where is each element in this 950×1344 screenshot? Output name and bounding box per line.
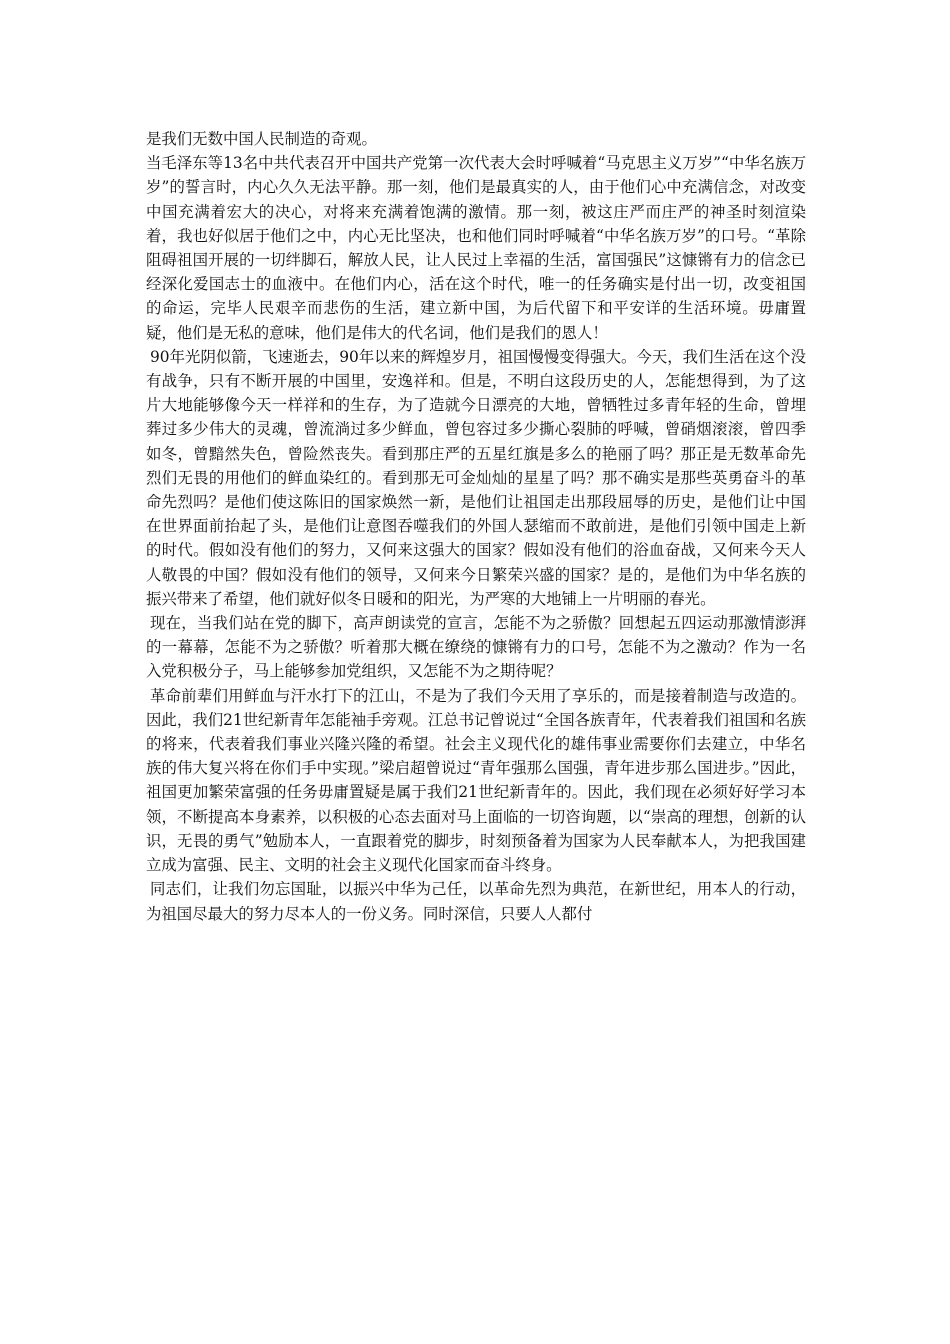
paragraph-2: 当毛泽东等13名中共代表召开中国共产党第一次代表大会时呼喊着“马克思主义万岁”“中华名族万岁”的誓言时，内心久久无法平静。那一刻，他们是最真实的人，由于他们心中充满信念，对改变中国充满着宏大的决心，对将来充满着饱满的激情。那一刻，被这庄严而庄严的神圣时刻渲染着，我也好似居于他们之中，内心无比坚决，也和他们同时呼喊着“中华名族万岁”的口号。“革除阻碍祖国开展的一切绊脚石，解放人民，让人民过上幸福的生活，富国强民”这慷锵有力的信念已经深化爱国志士的血液中。在他们内心，活在这个时代，唯一的任务确实是付出一切，改变祖国的命运，完毕人民艰辛而悲伤的生活，建立新中国，为后代留下和平安详的生活环境。毋庸置疑，他们是无私的意味，他们是伟大的代名词，他们是我们的恩人！: [146, 154, 806, 342]
paragraph-6: 同志们，让我们勿忘国耻，以振兴中华为己任，以革命先烈为典范，在新世纪，用本人的行动，为祖国尽最大的努力尽本人的一份义务。同时深信，只要人人都付: [146, 880, 806, 923]
paragraph-4: 现在，当我们站在党的脚下，高声朗读党的宣言，怎能不为之骄傲？回想起五四运动那激情澎湃的一幕幕，怎能不为之骄傲？听着那大概在缭绕的慷锵有力的口号，怎能不为之激动？作为一名入党积极分子，马上能够参加党组织，又怎能不为之期待呢？: [146, 614, 806, 681]
paragraph-5: 革命前辈们用鲜血与汗水打下的江山，不是为了我们今天用了享乐的，而是接着制造与改造的。因此，我们21世纪新青年怎能袖手旁观。江总书记曾说过“全国各族青年，代表着我们祖国和名族的将来，代表着我们事业兴隆兴隆的希望。社会主义现代化的雄伟事业需要你们去建立，中华名族的伟大复兴将在你们手中实现。”梁启超曾说过“青年强那么国强，青年进步那么国进步。”因此，祖国更加繁荣富强的任务毋庸置疑是属于我们21世纪新青年的。因此，我们现在必须好好学习本领，不断提高本身素养，以积极的心态去面对马上面临的一切咨询题，以“崇高的理想，创新的认识，无畏的勇气”勉励本人，一直跟着党的脚步，时刻预备着为国家为人民奉献本人，为把我国建立成为富强、民主、文明的社会主义现代化国家而奋斗终身。: [146, 686, 806, 875]
paragraph-3: 90年光阴似箭，飞速逝去，90年以来的辉煌岁月，祖国慢慢变得强大。今天，我们生活在这个没有战争，只有不断开展的中国里，安逸祥和。但是，不明白这段历史的人，怎能想得到，为了这片大地能够像今天一样祥和的生存，为了造就今日漂亮的大地，曾牺牲过多青年轻的生命，曾埋葬过多少伟大的灵魂，曾流淌过多少鲜血，曾包容过多少撕心裂肺的呼喊，曾硝烟滚滚，曾四季如冬，曾黯然失色，曾险然丧失。看到那庄严的五星红旗是多么的艳丽了吗？那正是无数革命先烈们无畏的用他们的鲜血染红的。看到那无可金灿灿的星星了吗？那不确实是那些英勇奋斗的革命先烈吗？是他们使这陈旧的国家焕然一新，是他们让祖国走出那段屈辱的历史，是他们让中国在世界面前抬起了头，是他们让意图吞噬我们的外国人瑟缩而不敢前进，是他们引领中国走上新的时代。假如没有他们的努力，又何来这强大的国家？假如没有他们的浴血奋战，又何来今天人人敬畏的中国？假如没有他们的领导，又何来今日繁荣兴盛的国家？是的，是他们为中华名族的振兴带来了希望，他们就好似冬日暖和的阳光，为严寒的大地铺上一片明丽的春光。: [146, 347, 806, 608]
paragraph-1: 是我们无数中国人民制造的奇观。: [146, 130, 377, 148]
document-page: [146, 127, 806, 926]
